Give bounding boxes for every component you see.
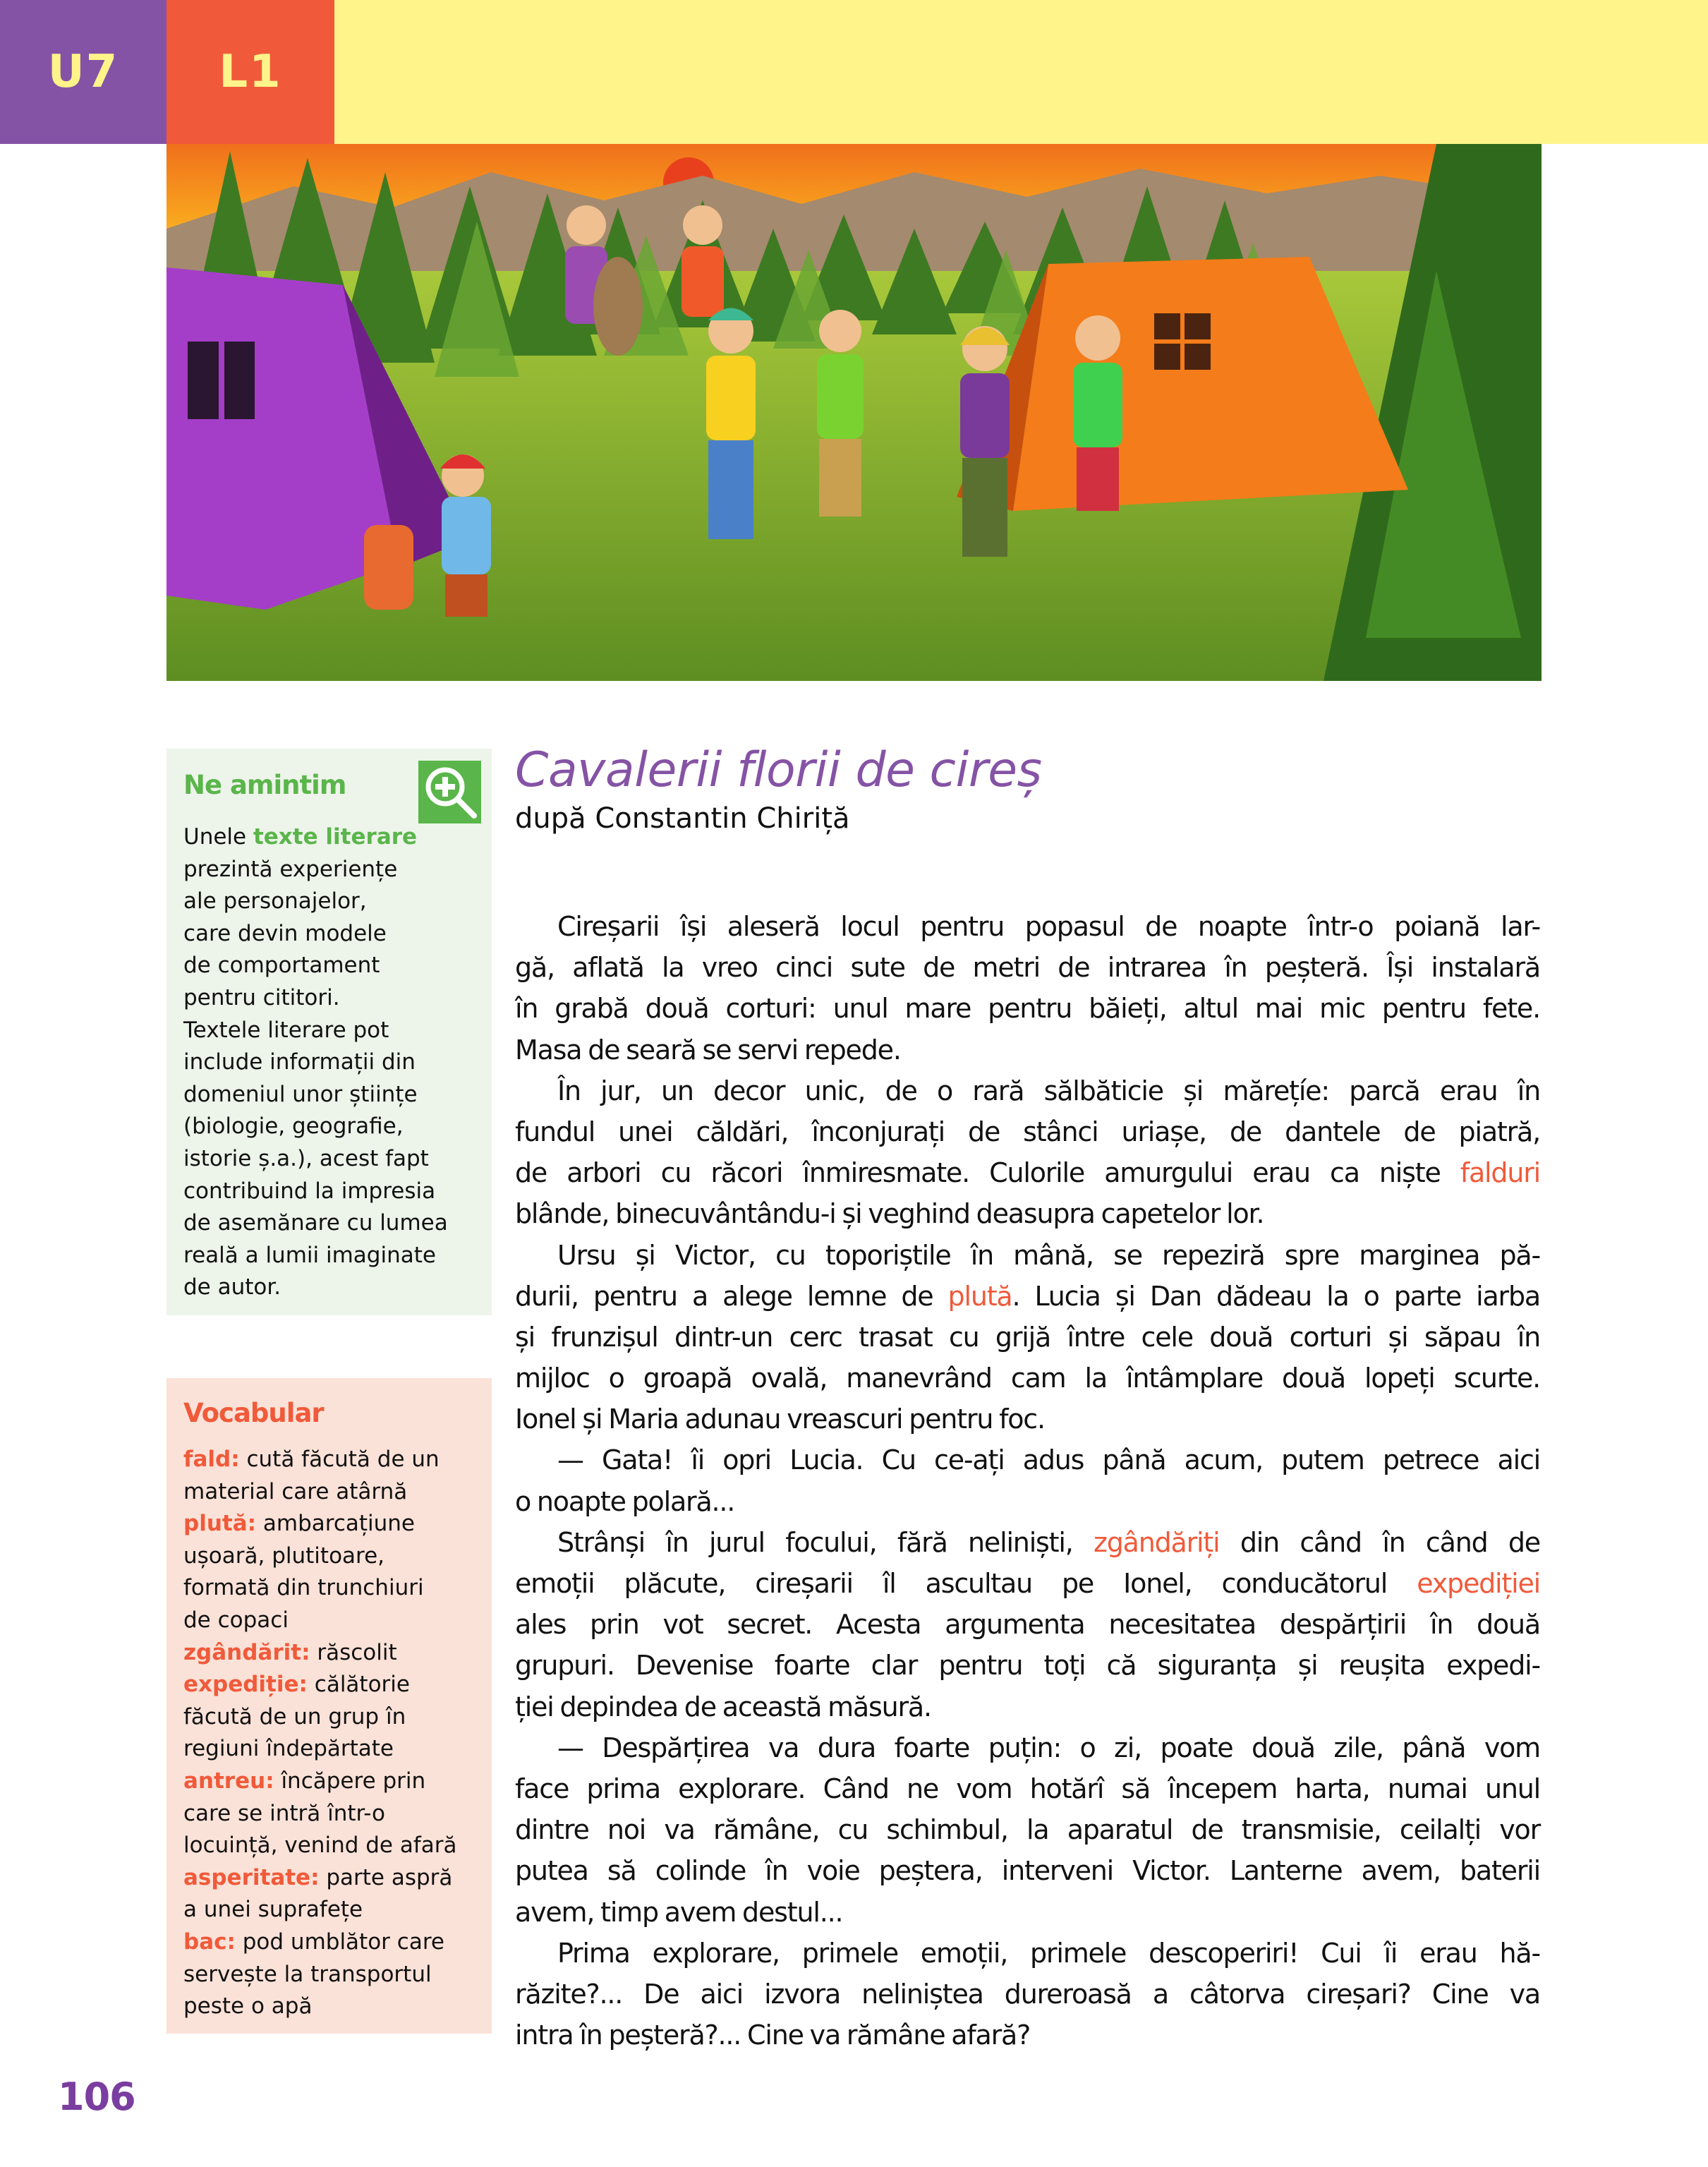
text-span: din când în când de — [1219, 1526, 1540, 1558]
recall-line — [183, 1046, 480, 1079]
glossary-word: expediției — [1417, 1568, 1540, 1599]
text-span: în grabă două corturi: unul mare pentru băieți, altul mai mic pentru fete. — [515, 993, 1540, 1025]
text-span: Masa de seară se servi repede. — [515, 1034, 901, 1066]
text-span: putea să colinde în voie peștera, interveni Victor. Lanterne avem, baterii — [515, 1855, 1540, 1887]
text-span: de asemănare cu lumea — [183, 1210, 448, 1236]
text-span: ușoară, plutitoare, — [183, 1543, 385, 1569]
text-span: răzite?... De aici izvora neliniștea dureroasă a câtorva cireșari? Cine va — [515, 1978, 1540, 2010]
text-span: istorie ș.a.), acest fapt — [183, 1145, 429, 1171]
highlighted-term: texte literare — [253, 824, 418, 850]
text-span: Unele — [183, 824, 253, 850]
text-span: avem, timp avem destul... — [515, 1896, 843, 1928]
text-span: material care atârnă — [183, 1478, 408, 1504]
vocabulary-line — [183, 1926, 483, 1959]
vocabulary-line — [183, 1637, 483, 1670]
highlighted-term: antreu: — [183, 1768, 274, 1794]
text-span: și frunzișul dintr-un cerc trasat cu grijă între cele două corturi și săpau în — [515, 1321, 1540, 1353]
story-line — [515, 1645, 1540, 1686]
text-span: de autor. — [183, 1274, 281, 1300]
story-line — [515, 1317, 1540, 1358]
camp-illustration — [166, 144, 1542, 681]
story-line — [515, 906, 1540, 947]
story-line — [515, 1193, 1540, 1234]
recall-line — [183, 1143, 480, 1176]
story-line — [515, 1933, 1540, 1974]
camp-scene-image — [166, 144, 1542, 681]
recall-line — [183, 854, 480, 886]
text-span: Strânși în jurul focului, fără neliniști, — [557, 1526, 1094, 1558]
text-span: În jur, un decor unic, de o rară sălbăticie și mărețíe: parcă erau în — [557, 1075, 1540, 1106]
text-span: a unei suprafețe — [183, 1897, 363, 1923]
vocabulary-line — [183, 1862, 483, 1895]
story-line — [515, 1727, 1540, 1768]
vocabulary-line — [183, 1894, 483, 1926]
story-section — [515, 741, 1540, 2051]
vocabulary-line — [183, 1605, 483, 1637]
highlighted-term: expediție: — [183, 1672, 308, 1698]
vocabulary-line — [183, 1508, 483, 1540]
text-span: formată din trunchiuri — [183, 1575, 424, 1601]
highlighted-term: fald: — [183, 1447, 240, 1472]
recall-line — [183, 982, 480, 1015]
text-span: de copaci — [183, 1607, 289, 1633]
story-body — [515, 906, 1540, 2056]
text-span: reală a lumii imaginate — [183, 1242, 436, 1268]
recall-line — [183, 1176, 480, 1208]
glossary-word: falduri — [1460, 1157, 1540, 1189]
page-number: 106 — [58, 2075, 135, 2119]
story-line — [515, 1604, 1540, 1645]
text-span: include informații din — [183, 1049, 416, 1075]
text-span: Prima explorare, primele emoții, primele descoperiri! Cui îi erau hă- — [557, 1937, 1540, 1969]
vocabulary-line — [183, 1830, 483, 1862]
text-span: gă, aflată la vreo cinci sute de metri de intrarea în peșteră. Își instalară — [515, 952, 1540, 984]
unit-badge — [0, 0, 166, 144]
recall-line — [183, 1272, 480, 1304]
text-span: peste o apă — [183, 1993, 313, 2020]
story-line — [515, 1439, 1540, 1480]
recall-line — [183, 886, 480, 918]
vocabulary-line — [183, 1733, 483, 1765]
story-line — [515, 947, 1540, 988]
story-line — [515, 1522, 1540, 1563]
vocabulary-title: Vocabular — [183, 1398, 324, 1428]
text-span: durii, pentru a alege lemne de — [515, 1280, 948, 1312]
text-span: . Lucia și Dan dădeau la o parte iarba — [1012, 1280, 1540, 1312]
story-line — [515, 1563, 1540, 1604]
story-line — [515, 2015, 1540, 2056]
text-span: ales prin vot secret. Acesta argumenta necesitatea despărțirii în două — [515, 1609, 1540, 1641]
highlighted-term: bac: — [183, 1928, 236, 1955]
text-span: Ionel și Maria adunau vreascuri pentru foc. — [515, 1404, 1045, 1435]
recall-line — [183, 1111, 480, 1143]
vocabulary-line — [183, 1444, 483, 1476]
text-span: făcută de un grup în — [183, 1703, 406, 1730]
vocabulary-line — [183, 1765, 483, 1798]
text-span: de arbori cu răcori înmiresmate. Culorile amurgului erau ca niște — [515, 1157, 1460, 1189]
recall-line — [183, 1207, 480, 1240]
text-span: face prima explorare. Când ne vom hotărî să începem harta, numai unul — [515, 1773, 1540, 1804]
recall-line — [183, 1015, 480, 1047]
text-span: intra în peșteră?... Cine va rămâne afară? — [515, 2020, 1031, 2051]
vocabulary-box — [166, 1378, 492, 2034]
text-span: (biologie, geografie, — [183, 1113, 404, 1140]
text-span: călătorie — [307, 1672, 410, 1698]
text-span: ale personajelor, — [183, 888, 367, 915]
text-span: care se intră într-o — [183, 1800, 386, 1826]
text-span: ției depindea de această măsură. — [515, 1691, 931, 1722]
vocabulary-line — [183, 1476, 483, 1509]
text-span: regiuni îndepărtate — [183, 1736, 394, 1762]
text-span: încăpere prin — [274, 1768, 426, 1794]
text-span: blânde, binecuvântându-i și veghind deasupra capetelor lor. — [515, 1198, 1264, 1230]
story-line — [515, 1358, 1540, 1399]
highlighted-term: zgândărit: — [183, 1639, 310, 1665]
story-line — [515, 1276, 1540, 1317]
vocabulary-line — [183, 1669, 483, 1701]
unit-label: U7 — [47, 46, 119, 98]
text-span: prezintă experiențe — [183, 856, 398, 882]
text-span: dintre noi va rămâne, cu schimbul, la aparatul de transmisie, ceilalți vor — [515, 1814, 1540, 1846]
recall-box — [166, 749, 492, 1315]
story-line — [515, 1481, 1540, 1522]
vocabulary-line — [183, 1991, 483, 2023]
story-line — [515, 1686, 1540, 1727]
lesson-label: L1 — [219, 46, 282, 98]
vocabulary-list — [183, 1444, 483, 2023]
vocabulary-line — [183, 1701, 483, 1734]
story-title: Cavalerii florii de cireș — [515, 742, 1042, 798]
text-span: — Despărțirea va dura foarte puțin: o zi, poate două zile, până vom — [557, 1732, 1540, 1763]
text-span: Textele literare pot — [183, 1017, 389, 1043]
header-bar — [334, 0, 1708, 144]
text-span: — Gata! îi opri Lucia. Cu ce-ați adus până acum, putem petrece aici — [557, 1444, 1540, 1476]
recall-line — [183, 950, 480, 982]
text-span: emoții plăcute, cireșarii îl ascultau pe Ionel, conducătorul — [515, 1568, 1417, 1599]
text-span: răscolit — [310, 1639, 397, 1665]
story-line — [515, 1235, 1540, 1276]
glossary-word: zgândăriți — [1093, 1526, 1220, 1558]
text-span: cută făcută de un — [239, 1447, 440, 1472]
highlighted-term: plută: — [183, 1511, 257, 1537]
text-span: care devin modele — [183, 920, 387, 946]
recall-box-title: Ne amintim — [183, 770, 346, 800]
recall-line — [183, 1079, 480, 1111]
text-span: fundul unei căldări, înconjurați de stânci uriașe, de dantele de piatră, — [515, 1116, 1540, 1147]
story-line — [515, 1111, 1540, 1152]
story-line — [515, 1974, 1540, 2015]
highlighted-term: asperitate: — [183, 1864, 320, 1890]
text-span: Cireșarii își aleseră locul pentru popasul de noapte într-o poiană lar- — [557, 911, 1540, 942]
story-line — [515, 1850, 1540, 1891]
story-line — [515, 1809, 1540, 1850]
zoom-in-icon — [418, 761, 481, 823]
text-span: pod umblător care — [235, 1928, 444, 1955]
story-line — [515, 1152, 1540, 1193]
vocabulary-line — [183, 1959, 483, 1991]
story-line — [515, 1399, 1540, 1439]
vocabulary-line — [183, 1540, 483, 1573]
text-span: mijloc o groapă ovală, manevrând cam la întâmplare două lopeți scurte. — [515, 1363, 1540, 1394]
text-span: Ursu și Victor, cu toporiștile în mână, se repeziră spre marginea pă- — [557, 1239, 1540, 1271]
glossary-word: plută — [947, 1280, 1012, 1312]
story-line — [515, 988, 1540, 1029]
story-line — [515, 1030, 1540, 1070]
recall-box-text — [183, 821, 480, 1304]
vocabulary-line — [183, 1572, 483, 1605]
text-span: locuință, venind de afară — [183, 1833, 457, 1859]
lesson-badge — [166, 0, 334, 144]
text-span: servește la transportul — [183, 1961, 432, 1987]
text-span: o noapte polară... — [515, 1485, 735, 1517]
story-author: după Constantin Chiriță — [515, 802, 850, 835]
story-line — [515, 1892, 1540, 1933]
vocabulary-line — [183, 1798, 483, 1830]
text-span: pentru cititori. — [183, 984, 340, 1010]
recall-line — [183, 1240, 480, 1272]
text-span: grupuri. Devenise foarte clar pentru toți că siguranța și reușita expedi- — [515, 1650, 1540, 1682]
story-line — [515, 1070, 1540, 1111]
story-line — [515, 1768, 1540, 1809]
text-span: ambarcațiune — [256, 1511, 415, 1537]
text-span: contribuind la impresia — [183, 1178, 436, 1204]
recall-line — [183, 918, 480, 950]
recall-line — [183, 821, 480, 854]
text-span: parte aspră — [319, 1864, 453, 1890]
text-span: domeniul unor științe — [183, 1081, 418, 1107]
text-span: de comportament — [183, 953, 380, 979]
